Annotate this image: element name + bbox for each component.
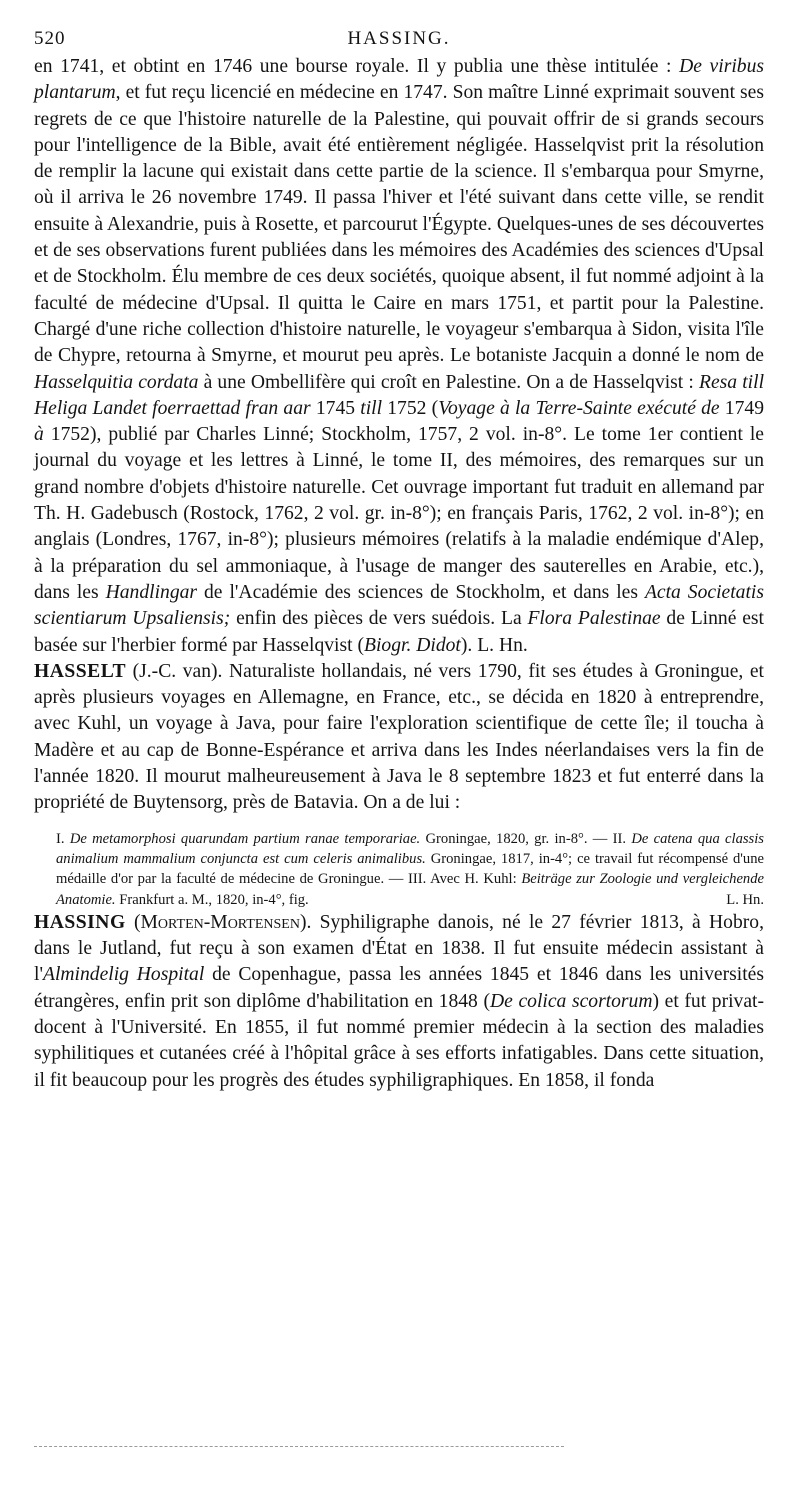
running-title: HASSING. bbox=[347, 28, 451, 49]
hassing-article: HASSING (Morten-Mortensen). Syphiligraphe danois, né le 27 février 1813, à Hobro, dans le Jutland, fut reçu à son examen d'État en 1838. Il fut ensuite médecin assistant à l'Almindelig Hospital de Copenhague, passa les années 1845 et 1846 dans les universités étrangères, enfin prit son diplôme d'habilitation en 1848 (De colica scortorum) et fut privat-docent à l'Université. En 1855, il fut nommé premier médecin à la section des maladies syphilitiques et cutanées créé à l'hôpital grâce à ses efforts infatigables. Dans cette situation, il fit beaucoup pour les progrès des études syphiligraphiques. En 1858, il fonda bbox=[34, 911, 765, 1091]
hasselt-bibliography: I. De metamorphosi quarundam partium ranae temporariae. Groningae, 1820, gr. in-8°. — II. De catena qua classis animalium mammalium conjuncta est cum celeris animalibus. Groningae, 1817, in-4°; ce travail fut récompensé d'une médaille d'or par la faculté de médecine de Groningue. — III. Avec H. Kuhl: Beiträge zur Zoologie und vergleichende Anatomie. Frankfurt a. M., 1820, in-4°, fig. L. Hn. bbox=[34, 829, 764, 910]
running-header bbox=[34, 28, 764, 54]
hasselt-article: HASSELT (J.-C. van). Naturaliste hollandais, né vers 1790, fit ses études à Groningue, et après plusieurs voyages en Allemagne, en France, etc., se décida en 1820 à entreprendre, avec Kuhl, un voyage à Java, pour faire l'exploration scientifique de cette île; il toucha à Madère et au cap de Bonne-Espérance et arriva dans les Indes néerlandaises vers la fin de l'année 1820. Il mourut malheureusement à Java le 8 septembre 1823 et fut enterré dans la propriété de Buytensorg, près de Batavia. On a de lui : bbox=[34, 660, 764, 814]
hasselt-headword: HASSELT bbox=[34, 660, 127, 682]
hassing-headword: HASSING bbox=[34, 911, 126, 933]
hasselqvist-article-continuation: en 1741, et obtint en 1746 une bourse royale. Il y publia une thèse intitulée : De viribus plantarum, et fut reçu licencié en médecine en 1747. Son maître Linné exprimait souvent ses regrets de ce que l'histoire naturelle de la Palestine, qui pouvait offrir de si grands secours pour l'intelligence de la Bible, avait été entièrement négligée. Hasselqvist prit la résolution de remplir la lacune qui existait dans cette partie de la science. Il s'embarqua pour Smyrne, où il arriva le 26 novembre 1749. Il passa l'hiver et l'été suivant dans cette ville, se rendit ensuite à Alexandrie, puis à Rosette, et parcourut l'Égypte. Quelques-unes de ses découvertes et de ses observations furent publiées dans les mémoires des Académies des sciences d'Upsal et de Stockholm. Élu membre de ces deux sociétés, quoique absent, il fut nommé adjoint à la faculté de médecine d'Upsal. Il quitta le Caire en mars 1751, et partit pour la Palestine. Chargé d'une riche collection d'histoire naturelle, le voyageur s'embarqua à Sidon, visita l'île de Chypre, retourna à Smyrne, et mourut peu après. Le botaniste Jacquin a donné le nom de Hasselquitia cordata à une Ombellifère qui croît en Palestine. On a de Hasselqvist : Resa till Heliga Landet foerraettad fran aar 1745 till 1752 (Voyage à la Terre-Sainte exécuté de 1749 à 1752), publié par Charles Linné; Stockholm, 1757, 2 vol. in-8°. Le tome 1er contient le journal du voyage et les lettres à Linné, le tome II, des mémoires, des remarques sur un grand nombre d'objets d'histoire naturelle. Cet ouvrage important fut traduit en allemand par Th. H. Gadebusch (Rostock, 1762, 2 vol. gr. in-8°); en français Paris, 1762, 2 vol. in-8°); en anglais (Londres, 1767, in-8°); plusieurs mémoires (relatifs à la maladie endémique d'Alep, à la préparation du sel ammoniaque, à l'usage de manger des sauterelles en Arabie, etc.), dans les Handlingar de l'Académie des sciences de Stockholm, et dans les Acta Societatis scientiarum Upsaliensis; enfin des pièces de vers suédois. La Flora Palestinae de Linné est basée sur l'herbier formé par Hasselqvist (Biogr. Didot). L. Hn. bbox=[34, 56, 765, 656]
author-signature: L. Hn. bbox=[726, 891, 764, 908]
bottom-rule bbox=[34, 1446, 564, 1447]
page-number: 520 bbox=[34, 28, 66, 49]
page bbox=[34, 28, 764, 1094]
